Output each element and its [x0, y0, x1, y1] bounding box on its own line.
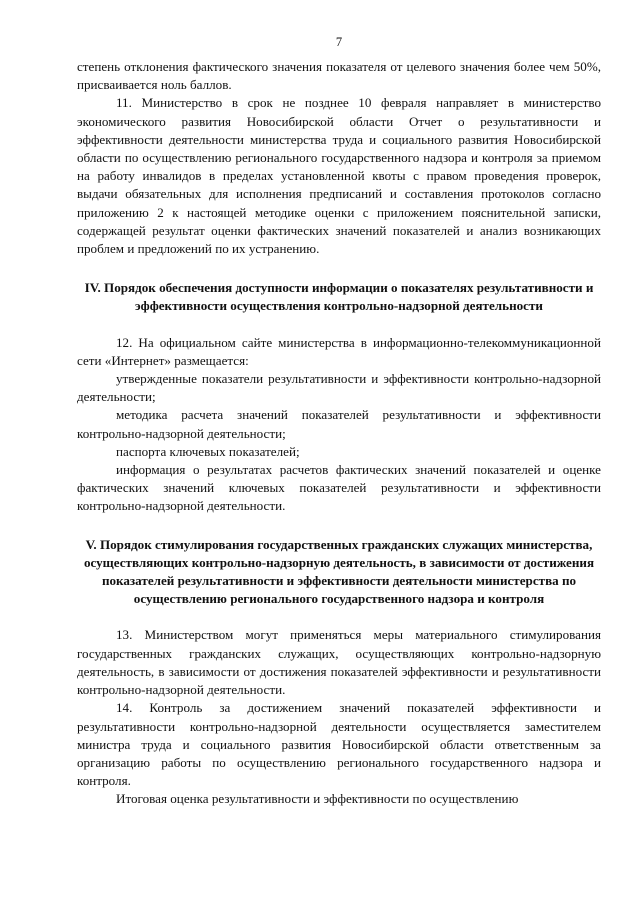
paragraph-12: 12. На официальном сайте министерства в информационно-телекоммуникационной сети «Интернет» размещается: — [77, 334, 601, 368]
list-item-key-indicator-passports: паспорта ключевых показателей; — [116, 443, 300, 459]
page-number: 7 — [335, 35, 343, 49]
paragraph-11: 11. Министерство в срок не позднее 10 февраля направляет в министерство экономического развития Новосибирской области Отчет о результативности и эффективности деятельности министерства труда и социального развития Новосибирской области по осуществлению регионального государственного надзора и контроля за приемом на работу инвалидов в пределах установленной квоты с правом проведения проверок, выдачи обязательных для исполнения предписаний и составления протоколов согласно приложению 2 к настоящей методике оценки с приложением пояснительной записки, содержащей результат оценки фактических значений показателей и анализ возникающих проблем и предложений по их устранению. — [77, 95, 601, 257]
list-item-approved-indicators: утвержденные показатели результативности и эффективности контрольно-надзорной деятельности; — [77, 371, 601, 405]
paragraph-14: 14. Контроль за достижением значений показателей эффективности и результативности контрольно-надзорной деятельности осуществляется заместителем министра труда и социального развития Новосибирской области ответственным за организацию работы по осуществлению регионального государственного надзора и контроля. — [77, 700, 601, 789]
paragraph-continuation: степень отклонения фактического значения показателя от целевого значения более чем 50%, присваивается ноль баллов. — [77, 59, 601, 93]
section-v-heading: V. Порядок стимулирования государственных гражданских служащих министерства, осуществляющих контрольно-надзорную деятельность, в зависимости от достижения показателей результативности и эффективности деятельности министерства по осуществлению регионального государственного надзора и контроля — [83, 536, 595, 607]
section-iv-heading: IV. Порядок обеспечения доступности информации о показателях результативности и эффективности осуществления контрольно-надзорной деятельности — [84, 280, 594, 314]
list-item-calculation-results: информация о результатах расчетов фактических значений показателей и оценке фактических значений ключевых показателей результативности и эффективности контрольно-надзорной деятельности. — [77, 462, 601, 514]
paragraph-13: 13. Министерством могут применяться меры материального стимулирования государственных гражданских служащих, осуществляющих контрольно-надзорную деятельность, в зависимости от достижения показателей эффективности и результативности контрольно-надзорной деятельности. — [77, 627, 601, 698]
list-item-calculation-method: методика расчета значений показателей результативности и эффективности контрольно-надзорной деятельности; — [77, 407, 601, 441]
paragraph-final-assessment: Итоговая оценка результативности и эффективности по осуществлению — [116, 791, 519, 807]
document-page — [77, 34, 601, 894]
